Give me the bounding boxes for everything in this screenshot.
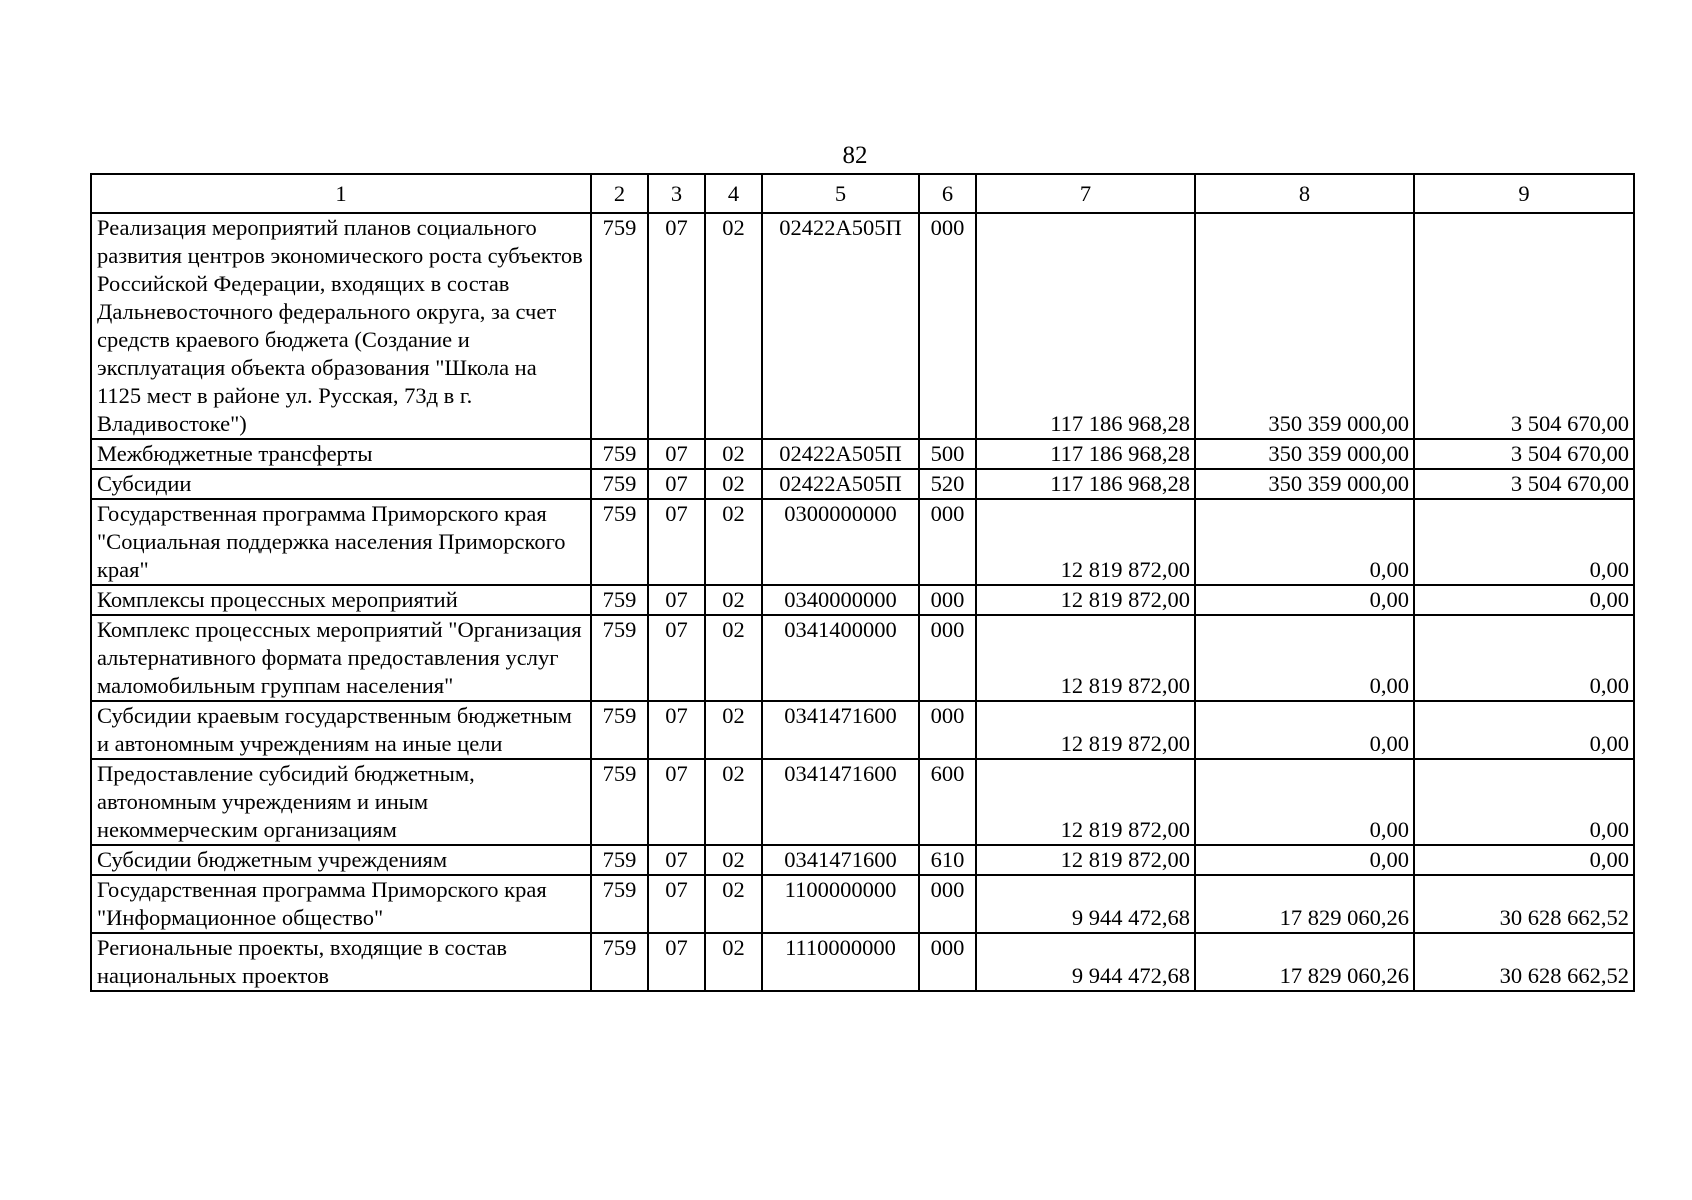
admin-code-cell: 759 bbox=[591, 439, 648, 469]
row-name-cell: Государственная программа Приморского края "Социальная поддержка населения Приморского края" bbox=[91, 499, 591, 585]
row-name-cell: Комплексы процессных мероприятий bbox=[91, 585, 591, 615]
table-row bbox=[91, 933, 1634, 991]
amount-col7-cell: 117 186 968,28 bbox=[976, 439, 1195, 469]
target-code-cell: 0300000000 bbox=[762, 499, 919, 585]
amount-col8-cell: 350 359 000,00 bbox=[1195, 469, 1414, 499]
column-header: 1 bbox=[91, 174, 591, 213]
amount-col9-cell: 3 504 670,00 bbox=[1414, 469, 1634, 499]
page-number: 82 bbox=[842, 142, 868, 169]
amount-col7-cell: 12 819 872,00 bbox=[976, 615, 1195, 701]
expense-type-cell: 000 bbox=[919, 499, 976, 585]
amount-col7-cell: 9 944 472,68 bbox=[976, 933, 1195, 991]
row-name-cell: Субсидии краевым государственным бюджетным и автономным учреждениям на иные цели bbox=[91, 701, 591, 759]
section-code-cell: 07 bbox=[648, 213, 705, 439]
column-header: 9 bbox=[1414, 174, 1634, 213]
amount-col9-cell: 30 628 662,52 bbox=[1414, 875, 1634, 933]
section-code-cell: 07 bbox=[648, 875, 705, 933]
subsection-code-cell: 02 bbox=[705, 585, 762, 615]
column-header: 3 bbox=[648, 174, 705, 213]
subsection-code-cell: 02 bbox=[705, 213, 762, 439]
target-code-cell: 1100000000 bbox=[762, 875, 919, 933]
section-code-cell: 07 bbox=[648, 845, 705, 875]
table-row bbox=[91, 469, 1634, 499]
table-row bbox=[91, 499, 1634, 585]
section-code-cell: 07 bbox=[648, 499, 705, 585]
subsection-code-cell: 02 bbox=[705, 615, 762, 701]
target-code-cell: 02422А505П bbox=[762, 469, 919, 499]
section-code-cell: 07 bbox=[648, 933, 705, 991]
admin-code-cell: 759 bbox=[591, 585, 648, 615]
table-row bbox=[91, 759, 1634, 845]
subsection-code-cell: 02 bbox=[705, 933, 762, 991]
admin-code-cell: 759 bbox=[591, 701, 648, 759]
section-code-cell: 07 bbox=[648, 701, 705, 759]
admin-code-cell: 759 bbox=[591, 213, 648, 439]
admin-code-cell: 759 bbox=[591, 615, 648, 701]
amount-col7-cell: 12 819 872,00 bbox=[976, 845, 1195, 875]
target-code-cell: 02422А505П bbox=[762, 439, 919, 469]
section-code-cell: 07 bbox=[648, 469, 705, 499]
target-code-cell: 0341471600 bbox=[762, 701, 919, 759]
column-header: 2 bbox=[591, 174, 648, 213]
amount-col9-cell: 0,00 bbox=[1414, 499, 1634, 585]
expense-type-cell: 000 bbox=[919, 585, 976, 615]
admin-code-cell: 759 bbox=[591, 759, 648, 845]
amount-col9-cell: 0,00 bbox=[1414, 585, 1634, 615]
admin-code-cell: 759 bbox=[591, 845, 648, 875]
row-name-cell: Государственная программа Приморского края "Информационное общество" bbox=[91, 875, 591, 933]
column-header: 6 bbox=[919, 174, 976, 213]
column-number-row bbox=[91, 174, 1634, 213]
table-row bbox=[91, 615, 1634, 701]
column-header: 4 bbox=[705, 174, 762, 213]
expense-type-cell: 000 bbox=[919, 933, 976, 991]
row-name-cell: Реализация мероприятий планов социального развития центров экономического роста субъектов Российской Федерации, входящих в состав Дальневосточного федерального округа, за счет средств краевого бюджета (Создание и эксплуатация объекта образования "Школа на 1125 мест в районе ул. Русская, 73д в г. Владивостоке") bbox=[91, 213, 591, 439]
expense-type-cell: 000 bbox=[919, 875, 976, 933]
amount-col7-cell: 9 944 472,68 bbox=[976, 875, 1195, 933]
row-name-cell: Субсидии бюджетным учреждениям bbox=[91, 845, 591, 875]
amount-col8-cell: 0,00 bbox=[1195, 499, 1414, 585]
amount-col8-cell: 17 829 060,26 bbox=[1195, 875, 1414, 933]
subsection-code-cell: 02 bbox=[705, 439, 762, 469]
row-name-cell: Комплекс процессных мероприятий "Организация альтернативного формата предоставления услуг маломобильным группам населения" bbox=[91, 615, 591, 701]
row-name-cell: Региональные проекты, входящие в состав национальных проектов bbox=[91, 933, 591, 991]
subsection-code-cell: 02 bbox=[705, 759, 762, 845]
amount-col8-cell: 350 359 000,00 bbox=[1195, 213, 1414, 439]
column-header: 5 bbox=[762, 174, 919, 213]
expense-type-cell: 610 bbox=[919, 845, 976, 875]
amount-col9-cell: 3 504 670,00 bbox=[1414, 439, 1634, 469]
amount-col8-cell: 0,00 bbox=[1195, 759, 1414, 845]
subsection-code-cell: 02 bbox=[705, 875, 762, 933]
amount-col9-cell: 0,00 bbox=[1414, 615, 1634, 701]
table-body bbox=[91, 213, 1634, 991]
target-code-cell: 0341400000 bbox=[762, 615, 919, 701]
row-name-cell: Субсидии bbox=[91, 469, 591, 499]
amount-col9-cell: 0,00 bbox=[1414, 845, 1634, 875]
expense-type-cell: 600 bbox=[919, 759, 976, 845]
section-code-cell: 07 bbox=[648, 439, 705, 469]
row-name-cell: Межбюджетные трансферты bbox=[91, 439, 591, 469]
amount-col9-cell: 3 504 670,00 bbox=[1414, 213, 1634, 439]
amount-col7-cell: 12 819 872,00 bbox=[976, 759, 1195, 845]
amount-col8-cell: 0,00 bbox=[1195, 701, 1414, 759]
table-row bbox=[91, 875, 1634, 933]
admin-code-cell: 759 bbox=[591, 933, 648, 991]
amount-col8-cell: 350 359 000,00 bbox=[1195, 439, 1414, 469]
amount-col8-cell: 0,00 bbox=[1195, 845, 1414, 875]
column-header: 7 bbox=[976, 174, 1195, 213]
admin-code-cell: 759 bbox=[591, 875, 648, 933]
expense-type-cell: 500 bbox=[919, 439, 976, 469]
target-code-cell: 0341471600 bbox=[762, 759, 919, 845]
amount-col7-cell: 117 186 968,28 bbox=[976, 469, 1195, 499]
admin-code-cell: 759 bbox=[591, 499, 648, 585]
table-row bbox=[91, 701, 1634, 759]
target-code-cell: 02422А505П bbox=[762, 213, 919, 439]
subsection-code-cell: 02 bbox=[705, 499, 762, 585]
section-code-cell: 07 bbox=[648, 585, 705, 615]
amount-col7-cell: 12 819 872,00 bbox=[976, 585, 1195, 615]
amount-col7-cell: 12 819 872,00 bbox=[976, 701, 1195, 759]
amount-col8-cell: 0,00 bbox=[1195, 615, 1414, 701]
subsection-code-cell: 02 bbox=[705, 701, 762, 759]
section-code-cell: 07 bbox=[648, 759, 705, 845]
target-code-cell: 0341471600 bbox=[762, 845, 919, 875]
amount-col8-cell: 17 829 060,26 bbox=[1195, 933, 1414, 991]
section-code-cell: 07 bbox=[648, 615, 705, 701]
amount-col7-cell: 117 186 968,28 bbox=[976, 213, 1195, 439]
expense-type-cell: 520 bbox=[919, 469, 976, 499]
row-name-cell: Предоставление субсидий бюджетным, автономным учреждениям и иным некоммерческим организациям bbox=[91, 759, 591, 845]
table-row bbox=[91, 439, 1634, 469]
amount-col9-cell: 30 628 662,52 bbox=[1414, 933, 1634, 991]
budget-table bbox=[90, 173, 1635, 992]
subsection-code-cell: 02 bbox=[705, 469, 762, 499]
admin-code-cell: 759 bbox=[591, 469, 648, 499]
amount-col9-cell: 0,00 bbox=[1414, 701, 1634, 759]
target-code-cell: 1110000000 bbox=[762, 933, 919, 991]
table-row bbox=[91, 585, 1634, 615]
amount-col7-cell: 12 819 872,00 bbox=[976, 499, 1195, 585]
expense-type-cell: 000 bbox=[919, 615, 976, 701]
column-header: 8 bbox=[1195, 174, 1414, 213]
expense-type-cell: 000 bbox=[919, 701, 976, 759]
table-row bbox=[91, 845, 1634, 875]
target-code-cell: 0340000000 bbox=[762, 585, 919, 615]
amount-col8-cell: 0,00 bbox=[1195, 585, 1414, 615]
subsection-code-cell: 02 bbox=[705, 845, 762, 875]
table-row bbox=[91, 213, 1634, 439]
expense-type-cell: 000 bbox=[919, 213, 976, 439]
amount-col9-cell: 0,00 bbox=[1414, 759, 1634, 845]
